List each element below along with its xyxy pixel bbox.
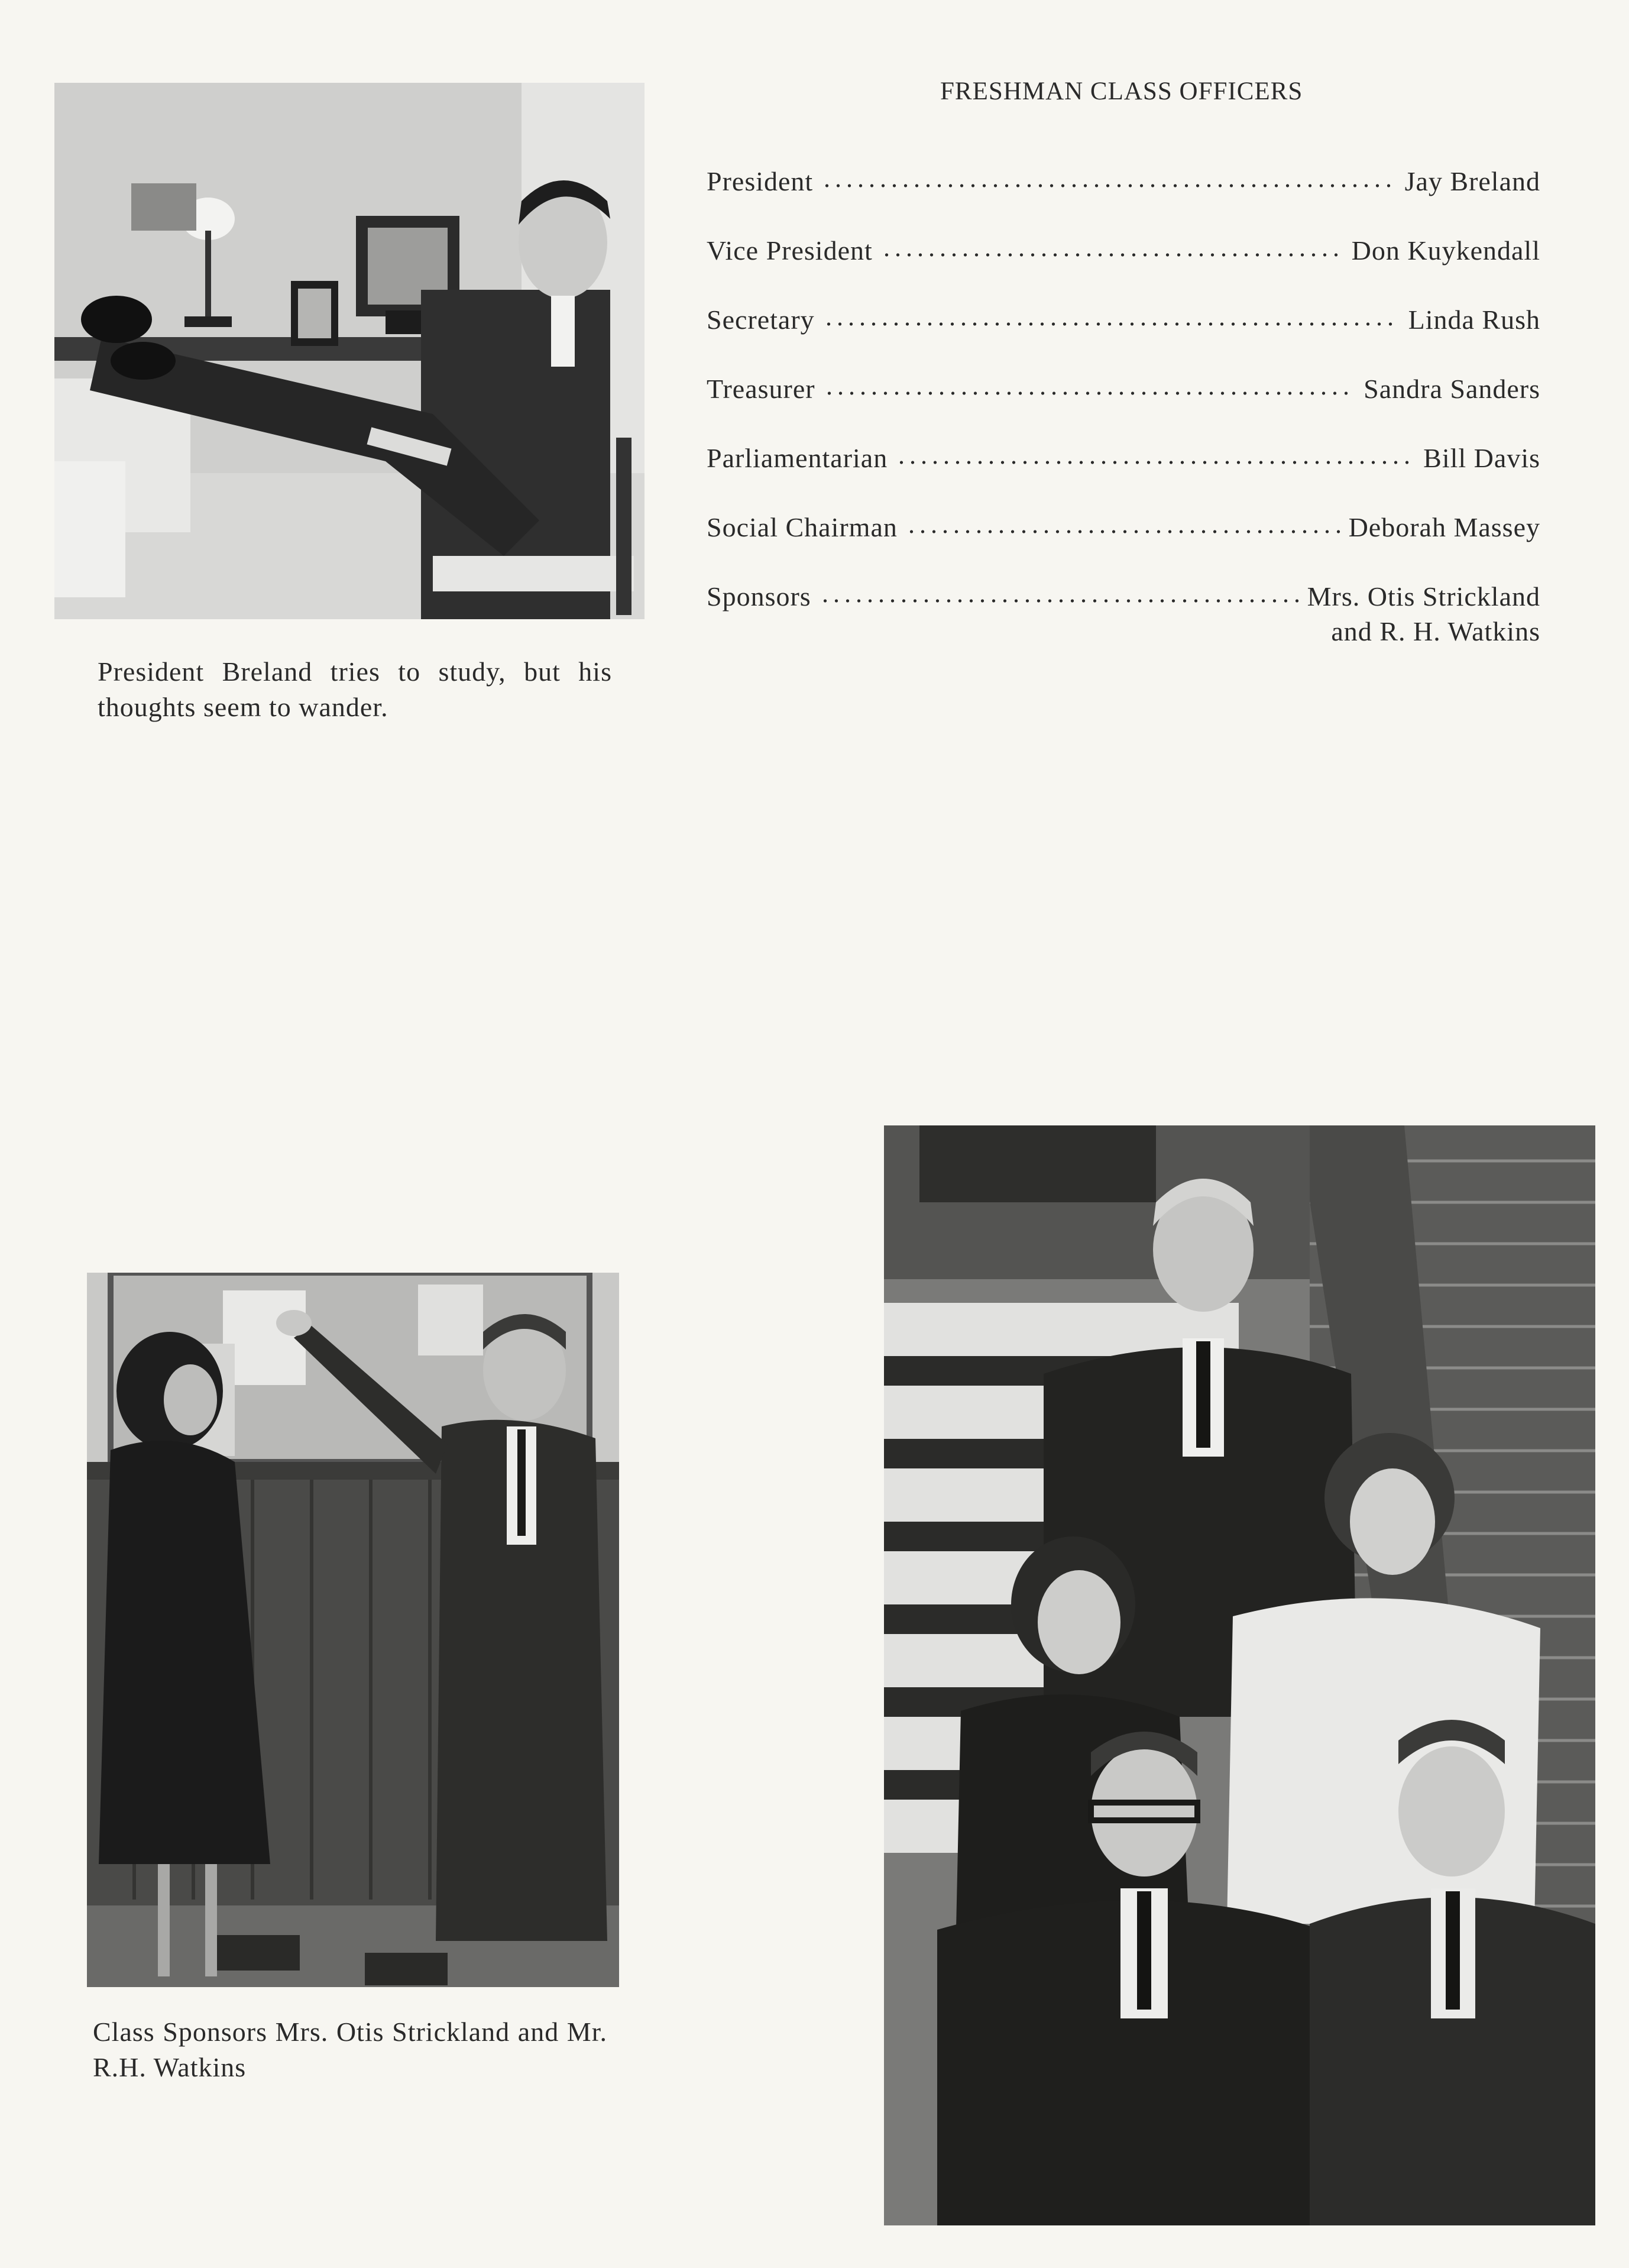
president-photo-caption: President Breland tries to study, but his thoughts seem to wander. [98, 656, 612, 722]
officer-role: President [707, 166, 814, 196]
officer-name: Bill Davis [1423, 443, 1540, 473]
officer-name: Mrs. Otis Strickland [1307, 581, 1540, 612]
leader-dots [821, 183, 1396, 188]
officer-row-treasurer [707, 373, 1540, 442]
page-title: FRESHMAN CLASS OFFICERS [940, 77, 1303, 105]
leader-dots [896, 460, 1415, 465]
leader-dots [823, 322, 1400, 326]
leader-dots [820, 598, 1299, 603]
officer-role: Social Chairman [707, 512, 898, 542]
officer-role: Sponsors [707, 581, 811, 612]
sponsors-illustration [87, 1273, 619, 1987]
officer-role: Secretary [707, 305, 815, 335]
officer-row-secretary [707, 304, 1540, 373]
officers-group-photo [884, 1125, 1595, 2225]
president-desk-illustration [54, 83, 645, 619]
officer-name: Sandra Sanders [1364, 374, 1540, 404]
leader-dots [824, 391, 1356, 396]
officer-role: Parliamentarian [707, 443, 888, 473]
leader-dots [906, 529, 1340, 534]
officer-role: Vice President [707, 235, 873, 266]
officers-list [707, 166, 1540, 647]
officer-role: Treasurer [707, 374, 815, 404]
officer-name: Don Kuykendall [1351, 235, 1540, 266]
officer-name: Linda Rush [1408, 305, 1540, 335]
officers-group-illustration [884, 1125, 1595, 2225]
officer-row-president [707, 166, 1540, 235]
leader-dots [881, 253, 1343, 257]
officer-row-vice-president [707, 235, 1540, 304]
officer-name: Jay Breland [1404, 166, 1540, 196]
officer-row-parliamentarian [707, 442, 1540, 512]
president-desk-photo [54, 83, 645, 619]
sponsors-continuation: and R. H. Watkins [1331, 616, 1540, 646]
officer-name: Deborah Massey [1348, 512, 1540, 542]
sponsors-photo [87, 1273, 619, 1987]
sponsors-photo-caption: Class Sponsors Mrs. Otis Strickland and Mr. R.H. Watkins [93, 2017, 607, 2082]
officer-row-social-chairman [707, 512, 1540, 581]
